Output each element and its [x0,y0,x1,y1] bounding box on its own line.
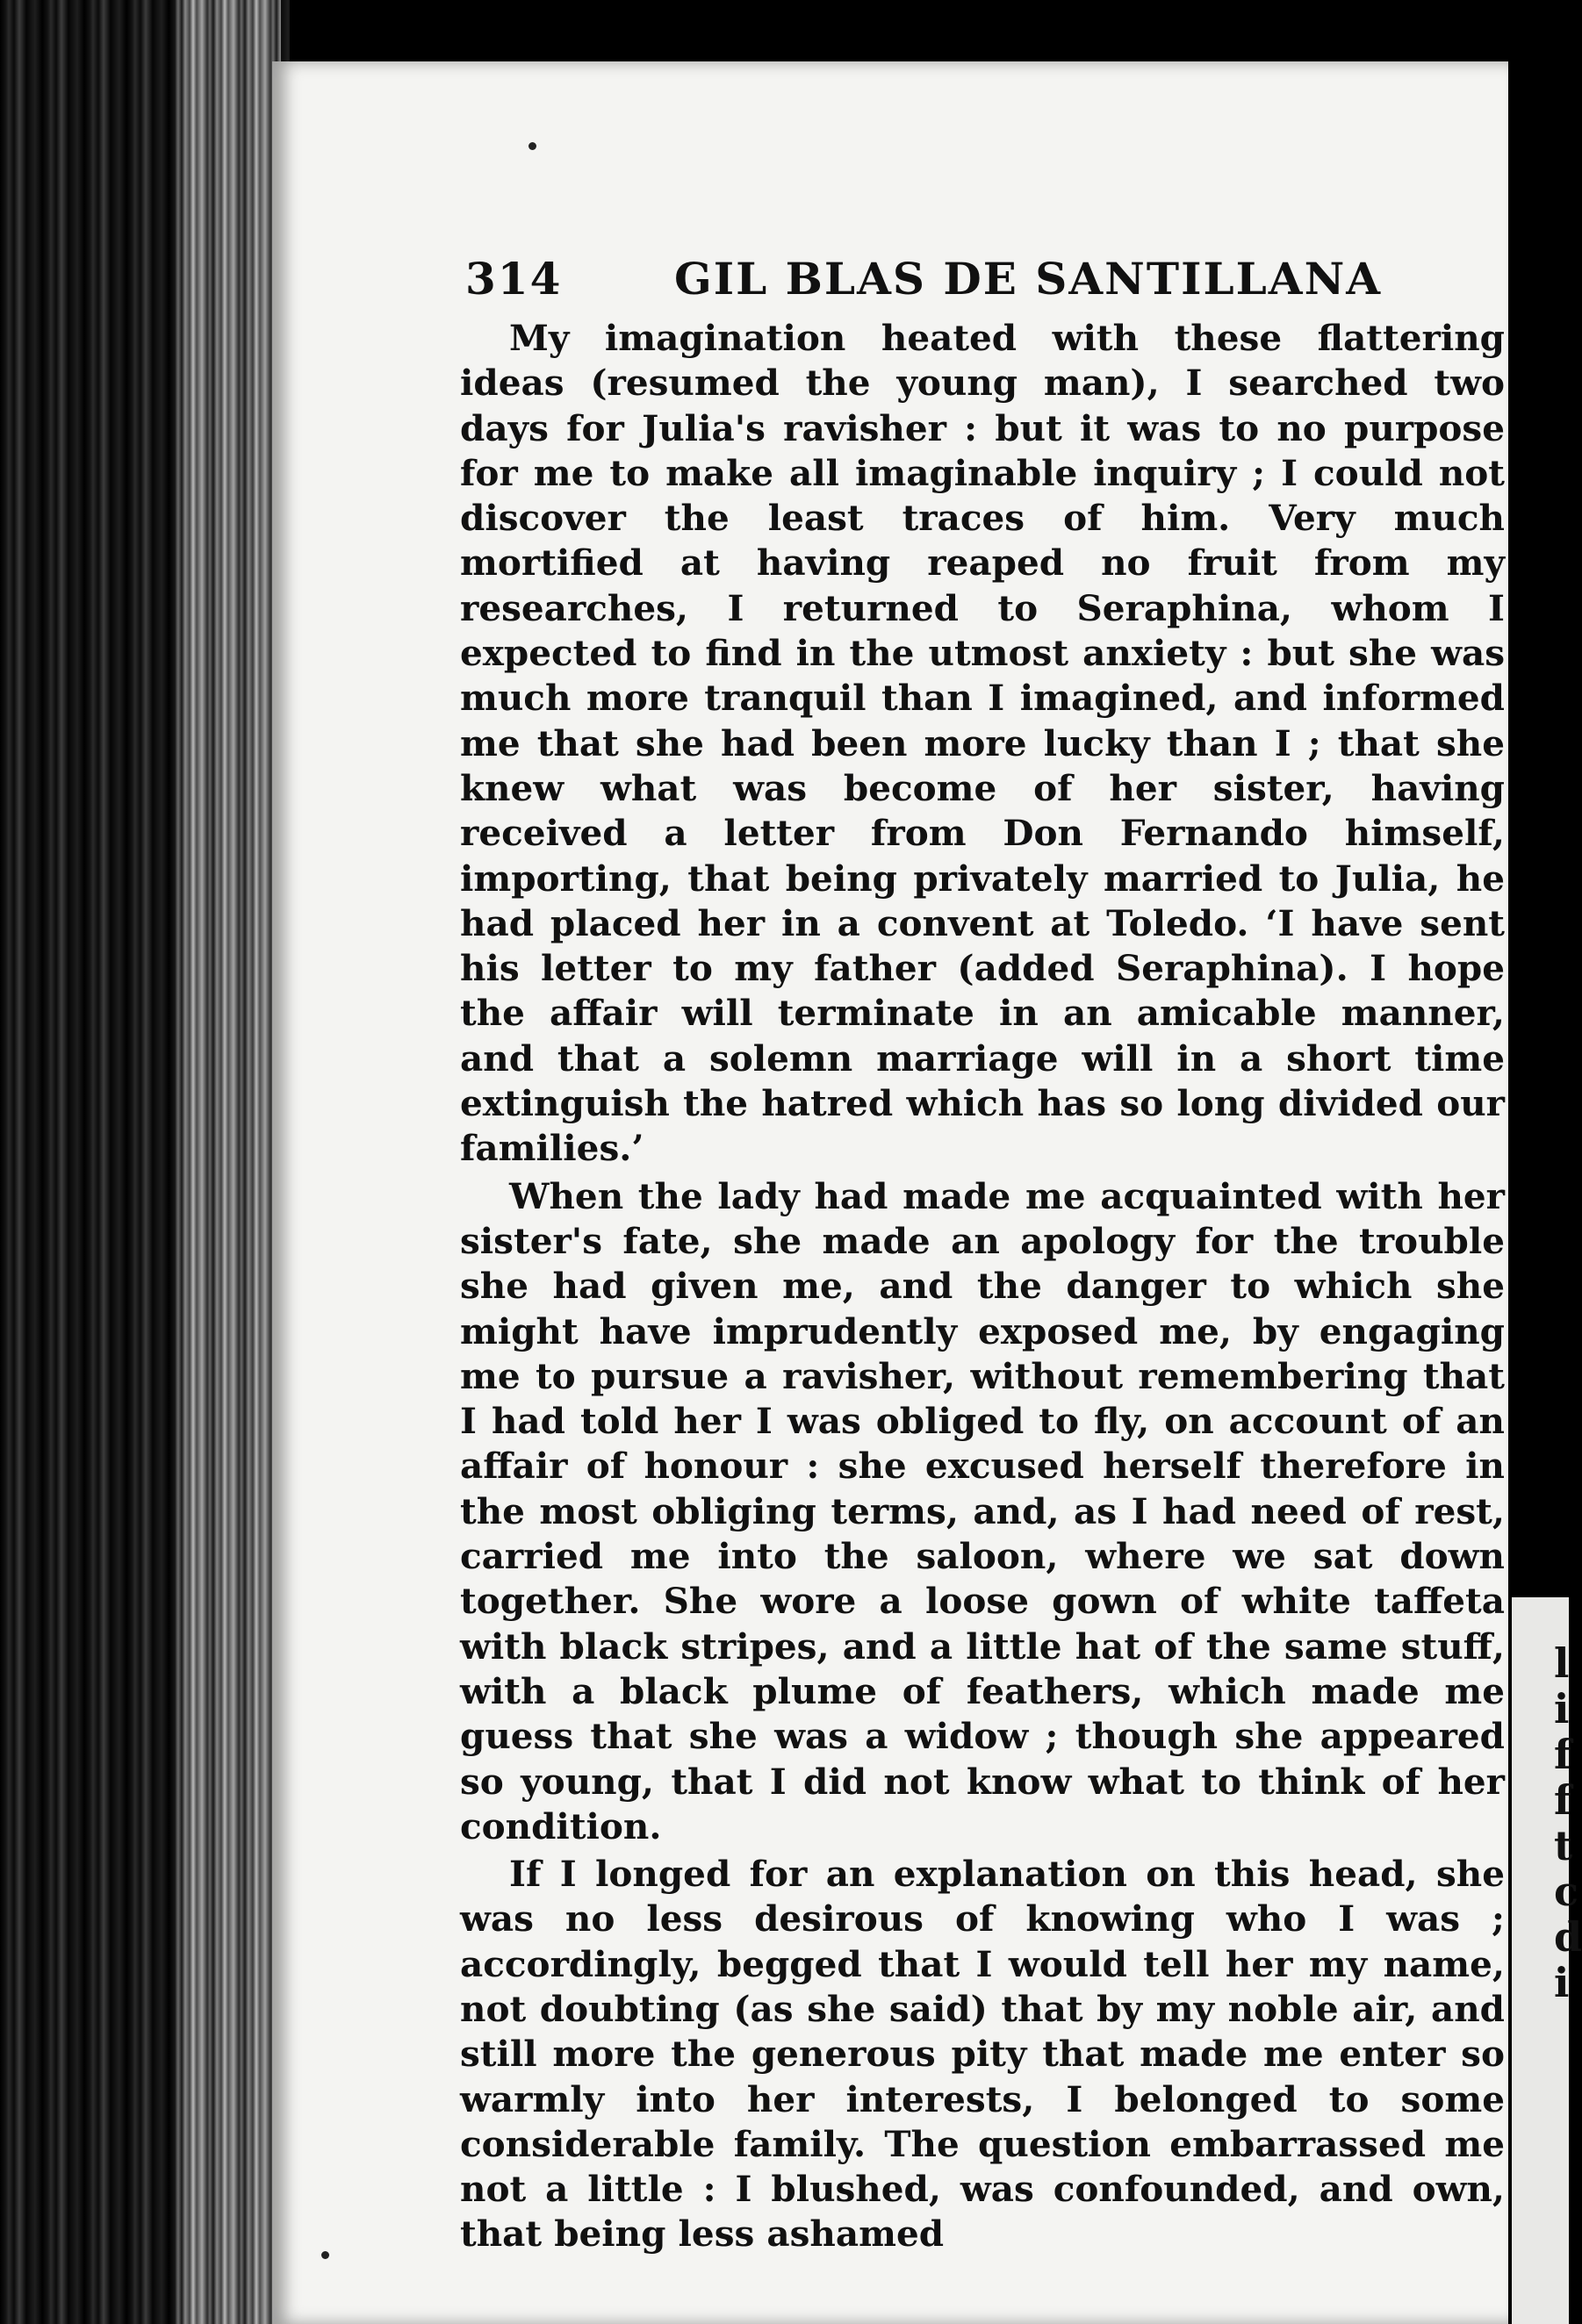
facing-page-fragment: i [1554,1685,1570,1732]
facing-page-fragment: l [1554,1639,1570,1687]
page-header [272,193,1508,305]
book-binding-sheen [176,0,281,2324]
facing-page-fragment: c [1554,1868,1579,1915]
facing-page-fragment: d [1554,1913,1582,1961]
facing-page-fragment: i [1554,1959,1570,2006]
paragraph: My imagination heated with these flattering ideas (resumed the young man), I searched two days for Julia's ravisher : but it was to no purpose for me to make all imaginable inquiry ; I could not discover the least traces of him. Very much mortified at having reaped no fruit from my researches, I returned to Seraphina, whom I expected to find in the utmost anxiety : but she was much more tranquil than I imagined, and informed me that she had been more lucky than I ; that she knew what was become of her sister, having received a letter from Don Fernando himself, importing, that being privately married to Julia, he had placed her in a convent at Toledo. ‘I have sent his letter to my father (added Seraphina). I hope the affair will terminate in an amicable manner, and that a solemn marriage will in a short time extinguish the hatred which has so long divided our families.’ [460,317,1505,1170]
paragraph: If I longed for an explanation on this head, she was no less desirous of knowing who I was ; accordingly, begged that I would tell her my name, not doubting (as she said) that by my noble air, and still more the generous pity that made me enter so warmly into her interests, I belonged to some considerable family. The question embarrassed me not a little : I blushed, was confounded, and own, that being less ashamed [460,1853,1505,2256]
body-text [460,316,1505,2260]
print-speck [321,2251,329,2259]
page-number: 314 [465,253,563,305]
facing-page-fragment: t [1554,1822,1573,1869]
facing-page-fragment: f [1554,1776,1571,1824]
paragraph: When the lady had made me acquainted with her sister's fate, she made an apology for the trouble she had given me, and the danger to which she might have imprudently exposed me, by engaging me to pursue a ravisher, without remembering that I had told her I was obliged to fly, on account of an affair of honour : she excused herself therefore in the most obliging terms, and, as I had need of rest, carried me into the saloon, where we sat down together. She wore a loose gown of white taffeta with black stripes, and a little hat of the same stuff, with a black plume of feathers, which made me guess that she was a widow ; though she appeared so young, that I did not know what to think of her condition. [460,1174,1505,1847]
print-speck [529,142,536,150]
running-title: GIL BLAS DE SANTILLANA [674,253,1383,305]
book-page [272,61,1508,2324]
facing-page-fragment: f [1554,1731,1571,1778]
